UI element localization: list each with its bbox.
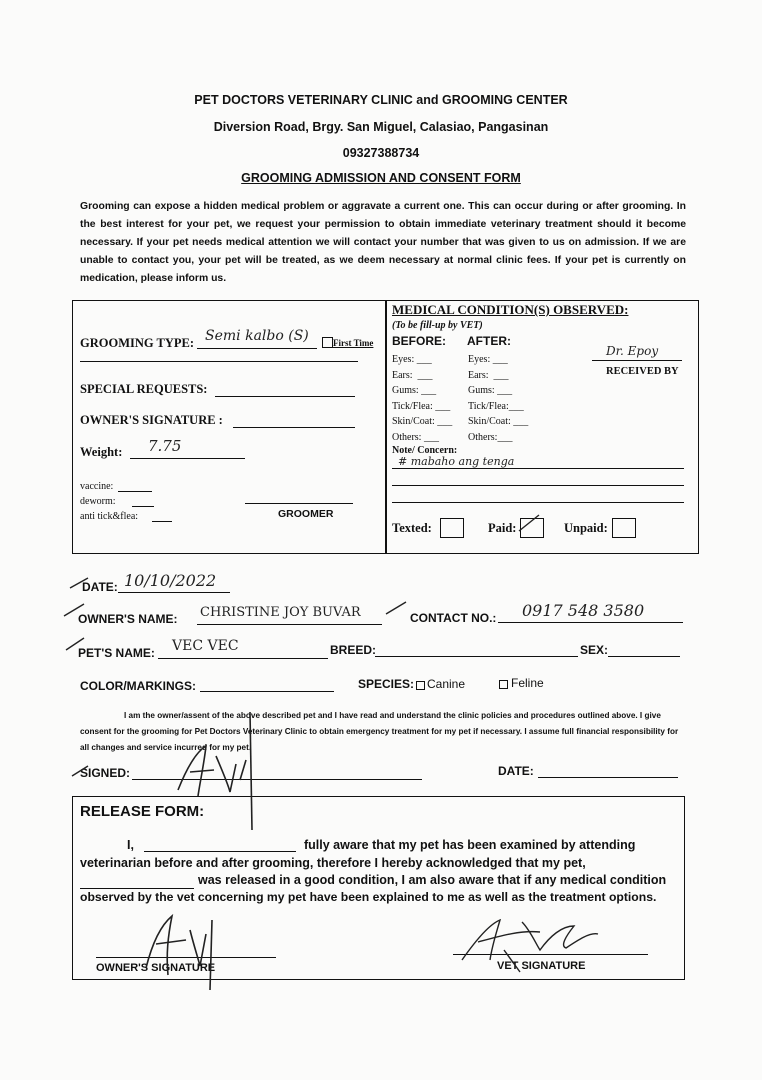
before-item: Ears: ___ <box>392 369 433 381</box>
grooming-type-label: GROOMING TYPE: <box>80 336 195 350</box>
groomer-label: GROOMER <box>278 508 334 520</box>
date-label: DATE: <box>82 580 118 594</box>
special-requests-label: SPECIAL REQUESTS: <box>80 382 208 396</box>
pet-name-label: PET'S NAME: <box>78 646 155 660</box>
before-item: Others: ___ <box>392 431 439 443</box>
feline-label: Feline <box>511 676 544 690</box>
vet-fill-note: (To be fill-up by VET) <box>392 320 483 331</box>
received-by-value[interactable]: Dr. Epoy <box>606 344 659 358</box>
release-owner-signature-label: OWNER'S SIGNATURE <box>96 962 216 974</box>
before-item: Gums: ___ <box>392 385 437 397</box>
after-item: Eyes: ___ <box>468 354 508 365</box>
vet-signature-label: VET SIGNATURE <box>497 960 586 972</box>
contact-label: CONTACT NO.: <box>410 611 497 625</box>
weight-value[interactable]: 7.75 <box>148 437 182 455</box>
vaccine-label: vaccine: <box>80 481 114 492</box>
form-title: GROOMING ADMISSION AND CONSENT FORM <box>241 171 521 185</box>
before-label: BEFORE: <box>392 334 446 348</box>
contact-value[interactable]: 0917 548 3580 <box>522 601 645 620</box>
date2-label: DATE: <box>498 764 534 778</box>
owner-name-label: OWNER'S NAME: <box>78 612 178 626</box>
received-by-label: RECEIVED BY <box>606 366 679 377</box>
deworm-label: deworm: <box>80 496 116 507</box>
unpaid-label: Unpaid: <box>564 521 608 535</box>
before-item: Eyes: ___ <box>392 354 432 365</box>
release-i-label: I, <box>127 838 134 852</box>
before-item: Tick/Flea: ___ <box>392 400 451 412</box>
weight-label: Weight: <box>80 445 123 459</box>
clinic-address: Diversion Road, Brgy. San Miguel, Calasiao, Pangasinan <box>213 120 549 134</box>
first-time-label: First Time <box>333 338 374 348</box>
owner-name-value[interactable]: CHRISTINE JOY BUVAR <box>200 605 361 620</box>
owner-signature-label: OWNER'S SIGNATURE : <box>80 413 223 427</box>
consent-paragraph: I am the owner/assent of the above described pet and I have read and understand the clinic policies and procedures outlined above. I give consent for the grooming for Pet Doctors Veterinary Clinic to obtain emergency treatment for my pet if necessary. I assume full financial responsibility for all changes and service incurred for my pet. <box>80 711 679 752</box>
after-item: Gums: ___ <box>468 385 513 397</box>
clinic-phone: 09327388734 <box>342 146 420 160</box>
owner-signature-mark <box>178 712 252 830</box>
after-label: AFTER: <box>467 334 511 348</box>
color-markings-label: COLOR/MARKINGS: <box>80 679 196 693</box>
breed-label: BREED: <box>330 643 377 657</box>
note-label: Note/ Concern: <box>392 445 458 456</box>
medical-condition-title: MEDICAL CONDITION(S) OBSERVED: <box>392 302 629 317</box>
after-item: Skin/Coat: ___ <box>468 416 529 428</box>
release-form-title: RELEASE FORM: <box>80 803 205 820</box>
after-item: Others:___ <box>468 431 513 443</box>
vet-signature-mark <box>462 920 598 972</box>
note-value[interactable]: # mabaho ang tenga <box>398 455 515 468</box>
after-item: Tick/Flea:___ <box>468 400 524 412</box>
release-line-2: veterinarian before and after grooming, therefore I hereby acknowledged that my pet, <box>80 856 586 870</box>
before-item: Skin/Coat: ___ <box>392 416 453 428</box>
signed-label: SIGNED: <box>80 766 131 780</box>
release-owner-signature-mark <box>146 916 212 990</box>
paid-label: Paid: <box>488 521 517 535</box>
anti-tick-label: anti tick&flea: <box>80 511 139 522</box>
pet-name-value[interactable]: VEC VEC <box>172 638 239 654</box>
release-line-4: observed by the vet concerning my pet have been explained to me as well as the treatment options. <box>80 890 657 904</box>
clinic-name: PET DOCTORS VETERINARY CLINIC and GROOMING CENTER <box>194 93 568 107</box>
grooming-type-value[interactable]: Semi kalbo (S) <box>205 328 309 344</box>
release-line-1: fully aware that my pet has been examined by attending <box>304 838 636 852</box>
intro-paragraph: Grooming can expose a hidden medical problem or aggravate a current one. This can occur during or after grooming. In the best interest for your pet, we request your permission to obtain immediate veterinary treatment should it become necessary. If your pet needs medical attention we will contact your number that was given to us on admission. If we are unable to contact you, your pet will be treated, as we deem necessary at normal clinic fees. If your pet is currently on medication, please inform us. <box>80 201 686 284</box>
canine-label: Canine <box>427 677 466 691</box>
texted-label: Texted: <box>392 521 432 535</box>
release-line-3: was released in a good condition, I am also aware that if any medical condition <box>198 873 667 887</box>
species-label: SPECIES: <box>358 677 415 691</box>
date-value[interactable]: 10/10/2022 <box>124 571 217 590</box>
after-item: Ears: ___ <box>468 369 509 381</box>
sex-label: SEX: <box>580 643 609 657</box>
